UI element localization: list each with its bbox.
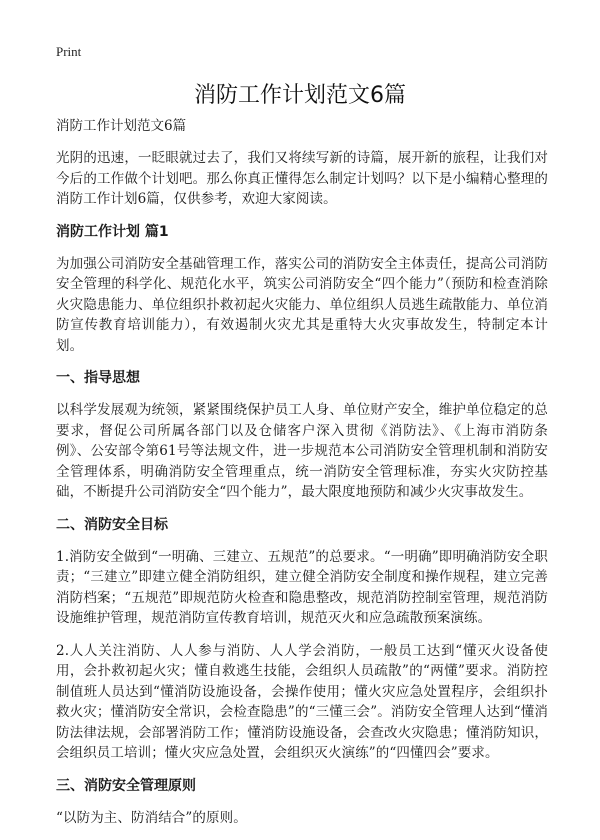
safety-goal-item-1: 1.消防安全做到“一明确、三建立、五规范”的总要求。“一明确”即明确消防安全职责；“三建立”即建立健全消防组织，建立健全消防安全制度和操作规程，建立完善消防档案；“五规范”即规范防火检查和隐患整改，规范消防控制室管理，规范消防设施维护管理，规范消防宣传教育培训，规范灭火和应急疏散预案演练。 <box>56 548 548 626</box>
plan1-paragraph: 为加强公司消防安全基础管理工作，落实公司的消防安全主体责任，提高公司消防安全管理的科学化、规范化水平，筑实公司消防安全“四个能力”（预防和检查消除火灾隐患能力、单位组织扑救初起火灾能力、单位组织人员逃生疏散能力、单位消防宣传教育培训能力），有效遏制火灾尤其是重特大火灾事故发生，特制定本计划。 <box>56 255 548 354</box>
intro-paragraph: 光阴的迅速，一眨眼就过去了，我们又将续写新的诗篇，展开新的旅程，让我们对今后的工作做个计划吧。那么你真正懂得怎么制定计划吗？以下是小编精心整理的消防工作计划6篇，仅供参考，欢迎大家阅读。 <box>56 150 548 207</box>
section-guiding-principle-heading: 一、指导思想 <box>56 370 140 386</box>
print-label: Print <box>56 44 82 59</box>
safety-goal-item-2: 2.人人关注消防、人人参与消防、人人学会消防，一般员工达到“懂灭火设备使用，会扑救初起火灾；懂自救逃生技能，会组织人员疏散”的“两懂”要求。消防控制值班人员达到“懂消防设施设备，会操作使用；懂火灾应急处置程序，会组织扑救火灾；懂消防安全常识，会检查隐患”的“三懂三会”。消防安全管理人达到“懂消防法律法规，会部署消防工作；懂消防设施设备，会查改火灾隐患；懂消防知识，会组织员工培训；懂火灾应急处置，会组织灭火演练”的“四懂四会”要求。 <box>56 642 548 761</box>
section-safety-goals-heading: 二、消防安全目标 <box>56 516 168 533</box>
section-guiding-principle-paragraph: 以科学发展观为统领，紧紧围绕保护员工人身、单位财产安全，维护单位稳定的总要求，督促公司所属各部门以及仓储客户深入贯彻《消防法》、《上海市消防条例》、公安部令第61号等法规文件，进一步规范本公司消防安全管理机制和消防安全管理体系，明确消防安全管理重点，统一消防安全管理标准，夯实火灾防控基础，不断提升公司消防安全“四个能力”，最大限度地预防和减少火灾事故发生。 <box>56 402 548 500</box>
plan1-heading: 消防工作计划 篇1 <box>56 223 169 240</box>
document-body <box>56 116 548 840</box>
page-title: 消防工作计划范文6篇 <box>194 83 406 108</box>
section-management-principle-paragraph: “以防为主、防消结合”的原则。 <box>56 809 247 826</box>
document-subtitle: 消防工作计划范文6篇 <box>56 118 187 134</box>
section-management-principle-heading: 三、消防安全管理原则 <box>56 777 196 794</box>
